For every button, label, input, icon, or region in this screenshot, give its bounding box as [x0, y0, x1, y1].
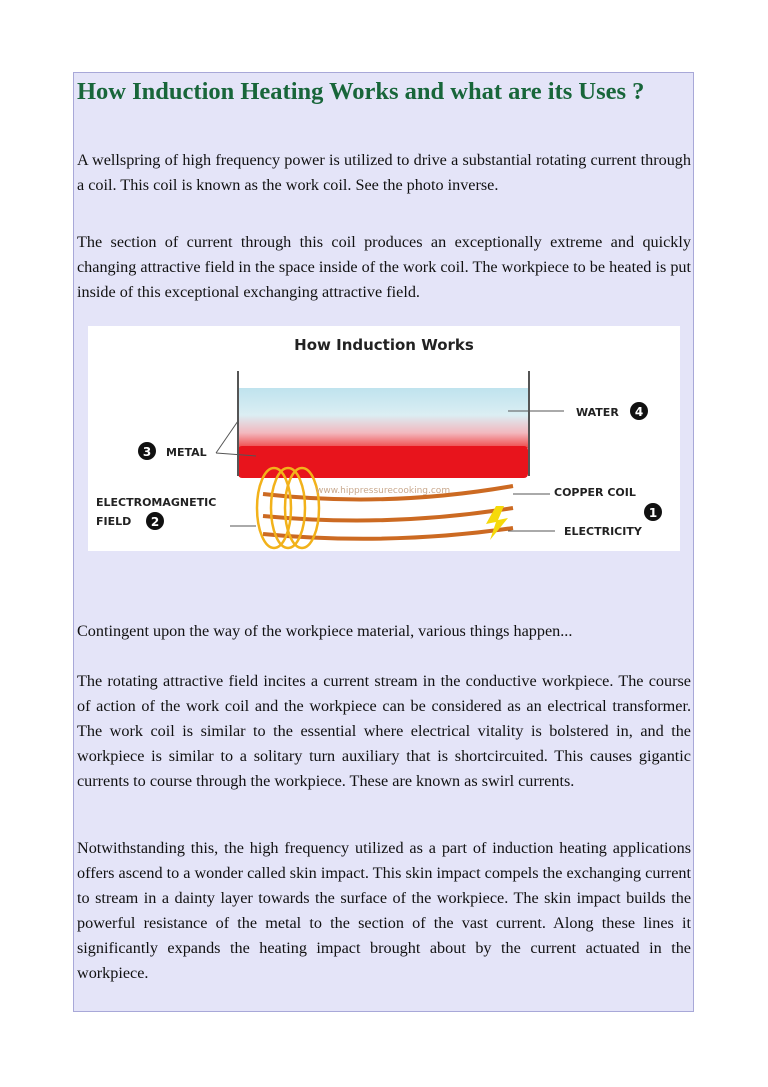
badge-3: 3 [142, 445, 152, 459]
paragraph-1: A wellspring of high frequency power is utilized to drive a substantial rotating current through a coil. This coil is known as the work coil. See the photo inverse. [77, 151, 691, 194]
badge-1: 1 [648, 506, 658, 520]
induction-diagram [88, 326, 680, 551]
badge-2: 2 [150, 515, 160, 529]
paragraph-4: The rotating attractive field incites a current stream in the conductive workpiece. The course of action of the work coil and the workpiece can be considered as an electrical transformer. The work coil is similar to the essential where electrical vitality is bolstered in, and the workpiece is similar to a solitary turn auxiliary that is shortcircuited. This causes gigantic currents to course through the workpiece. These are known as swirl currents. [77, 672, 691, 790]
label-copper-coil: COPPER COIL [554, 486, 636, 499]
label-electromagnetic: ELECTROMAGNETIC [96, 496, 217, 509]
paragraph-2: The section of current through this coil produces an exceptionally extreme and quickly changing attractive field in the space inside of the work coil. The workpiece to be heated is put inside of this exceptional exchanging attractive field. [77, 233, 691, 301]
paragraph-5: Notwithstanding this, the high frequency utilized as a part of induction heating applications offers ascend to a wonder called skin impact. This skin impact compels the exchanging current to stream in a dainty layer towards the surface of the workpiece. The skin impact builds the powerful resistance of the metal to the section of the vast current. Along these lines it significantly expands the heating impact brought about by the current actuated in the workpiece. [77, 839, 691, 982]
label-field: FIELD [96, 515, 132, 528]
paragraph-3: Contingent upon the way of the workpiece material, various things happen... [77, 622, 573, 640]
page-title: How Induction Heating Works and what are its Uses ? [77, 78, 645, 105]
label-water: WATER [576, 406, 619, 419]
figure-title: How Induction Works [294, 336, 474, 354]
badge-4: 4 [634, 405, 644, 419]
water-layer [238, 388, 528, 448]
watermark: www.hippressurecooking.com [316, 486, 451, 496]
label-metal: METAL [166, 446, 207, 459]
label-electricity: ELECTRICITY [564, 525, 642, 538]
